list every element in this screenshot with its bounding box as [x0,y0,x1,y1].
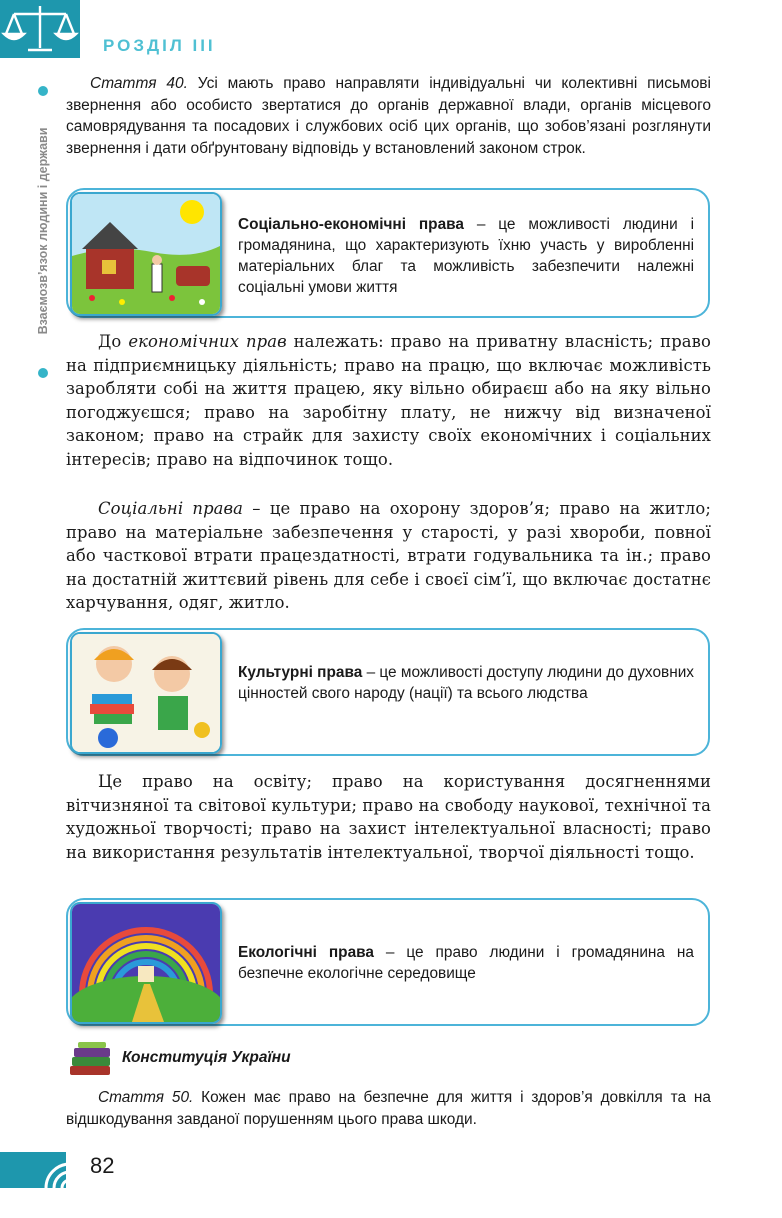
cultural-rights-paragraph [66,770,711,864]
article-label: Стаття 50. [98,1089,194,1106]
para-term: Соціальні права [98,499,244,518]
definition-term: Екологічні права [238,944,374,961]
article-text: Кожен має право на безпечне для життя і здоров’я довкілля та на відшкодування завданої порушенням цього права шкоди. [66,1089,711,1128]
para-body: – це право на охорону здоров’я; право на житло; право на матеріальне забезпечення у старості, у разі хвороби, повної або часткової втрати працездатності, втрати годувальника та ін.; право на достатній життєвий рівень для себе і своєї сім’ї, що включає достатнє харчування, одяг, житло. [66,499,711,613]
children-books-illustration [70,632,222,754]
rainbow-landscape-illustration [70,902,222,1024]
para-body: Це право на освіту; право на користування досягненнями вітчизняної та світової культури; право на свободу наукової, технічної та художньої творчості; право на захист інтелектуальної власності; право на використання результатів інтелектуальної, творчої діяльності тощо. [66,772,711,862]
definition-term: Культурні права [238,664,363,681]
article-text: Усі мають право направляти індивідуальні чи колективні письмові звернення або особисто звертатися до органів державної влади, органів місцевого самоврядування та посадових і службових осіб цих органів, що зобов’язані розглянути звернення і дати обґрунтовану відповідь у встановлений законом строк. [66,75,711,157]
side-label-text: Взаємозв’язок людини і держави [36,127,50,335]
constitution-title: Конституція України [122,1049,291,1066]
social-rights-paragraph [66,497,711,615]
definition-body: – це можливості людини і громадянина, що характеризують їхню участь у виробленні матеріальних благ та можливість забезпечити належні соціальні умови життя [238,216,694,296]
village-illustration [70,192,222,316]
economic-rights-paragraph [66,330,711,472]
bullet-dot-icon [38,368,48,378]
definition-text [238,942,694,984]
definition-box-cultural [66,628,710,756]
footer-band [0,1152,66,1188]
section-title: РОЗДІЛ III [103,36,216,55]
article-label: Стаття 40. [90,75,188,92]
article-40-paragraph [66,73,711,159]
books-stack-icon [66,1040,116,1080]
definition-body: – це право людини і громадянина на безпечне екологічне середовище [238,944,694,982]
page-number: 82 [90,1153,115,1178]
side-chapter-label [32,86,54,376]
definition-box-ecological [66,898,710,1026]
para-body: належать: право на приватну власність; право на підприємницьку діяльність; право на працю, що включає можливість заробляти собі на життя працею, яку вільно обираєш або на яку вільно погоджуєшся; право на заробітну плату, не нижчу від визначеної законом; право на страйк для захисту своїх економічних і соціальних інтересів; право на відпочинок тощо. [66,332,711,469]
bullet-dot-icon [38,86,48,96]
para-term: економічних прав [128,332,287,351]
definition-text [238,214,694,298]
definition-body: – це можливості доступу людини до духовних цінностей свого народу (нації) та всього людства [238,664,694,702]
para-prefix: До [98,332,129,351]
definition-box-socioeconomic [66,188,710,318]
definition-text [238,662,694,704]
scales-icon [0,0,80,58]
article-50-paragraph [66,1087,711,1130]
definition-term: Соціально-економічні права [238,216,464,233]
